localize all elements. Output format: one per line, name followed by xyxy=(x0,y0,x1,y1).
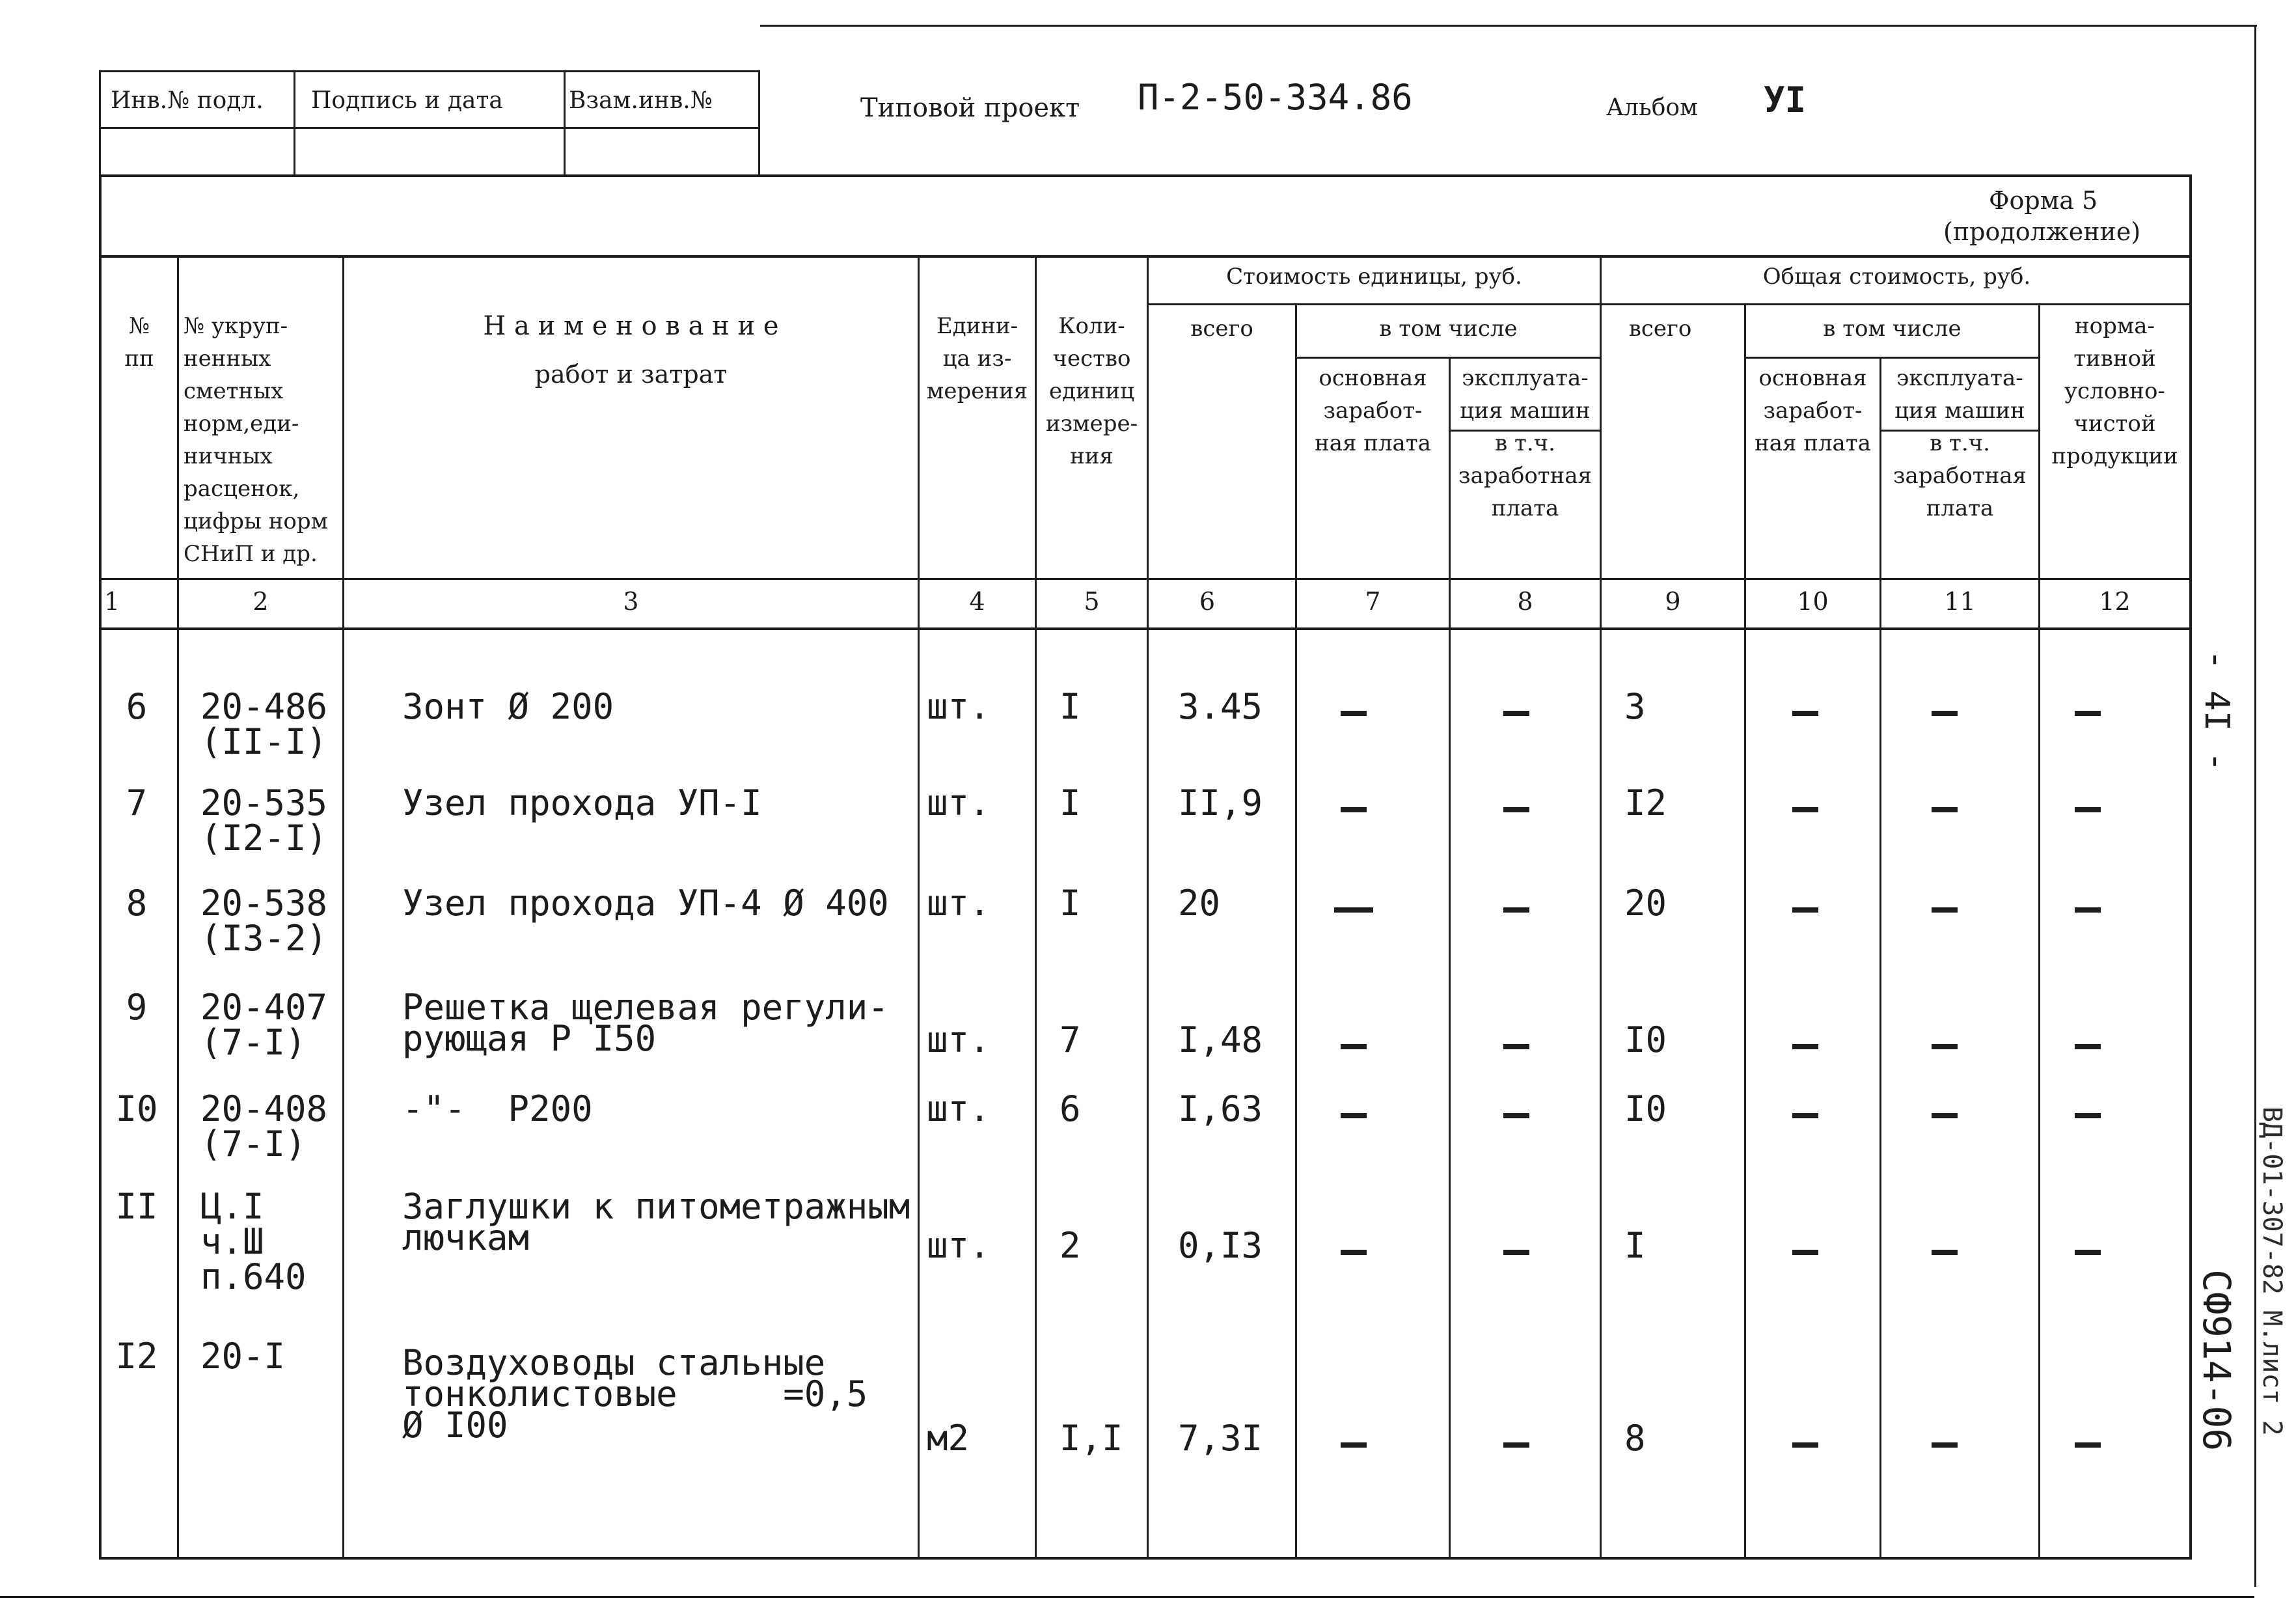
row-empty-dash xyxy=(1334,907,1373,913)
album-label: Альбом xyxy=(1606,94,1699,121)
row-number: 9 xyxy=(126,987,148,1028)
form-continuation: (продолжение) xyxy=(1943,217,2141,246)
row-norm-code: (7-I) xyxy=(200,1022,307,1063)
row-norm-code: Ц.I xyxy=(200,1186,264,1227)
column-number-9: 9 xyxy=(1665,587,1681,616)
stamp-cell-vzam-value xyxy=(564,127,760,176)
row-empty-dash xyxy=(1792,711,1818,716)
row-empty-dash xyxy=(2075,1250,2101,1255)
row-empty-dash xyxy=(1341,1044,1367,1049)
row-norm-code: 20-535 xyxy=(200,782,328,823)
row-unit-price: 20 xyxy=(1178,883,1221,924)
row-norm-code: п.640 xyxy=(200,1256,307,1297)
row-work-name: тонколистовые =0,5 xyxy=(402,1373,868,1414)
header-col7: основная заработ- ная плата xyxy=(1315,365,1431,456)
column-number-1: 1 xyxy=(104,587,120,616)
header-total-cost: Общая стоимость, руб. xyxy=(1762,264,2031,290)
header-col6: всего xyxy=(1190,316,1253,342)
unit-cost-underline xyxy=(1147,303,2192,305)
row-work-name: Узел прохода УП-4 Ø 400 xyxy=(402,883,889,924)
row-quantity: I xyxy=(1059,883,1081,924)
row-number: 8 xyxy=(126,883,148,924)
row-work-name: Решетка щелевая регули- xyxy=(402,987,889,1028)
row-work-name: лючкам xyxy=(402,1217,530,1258)
row-empty-dash xyxy=(2075,1113,2101,1118)
typical-project-label: Типовой проект xyxy=(860,93,1080,123)
row-unit: м2 xyxy=(927,1418,970,1459)
row-empty-dash xyxy=(1503,1250,1529,1255)
project-code: П-2-50-334.86 xyxy=(1138,77,1413,118)
row-total-cost: I0 xyxy=(1624,1019,1667,1060)
archive-code: СФ914-06 xyxy=(2194,1269,2239,1452)
col-line-11 xyxy=(2038,303,2040,1558)
row-empty-dash xyxy=(1341,711,1367,716)
row-norm-code: (7-I) xyxy=(200,1123,307,1164)
form-number: Форма 5 xyxy=(1989,186,2098,215)
column-numbers-top-line xyxy=(99,578,2192,580)
column-number-5: 5 xyxy=(1084,587,1100,616)
row-work-name: -"- Р200 xyxy=(402,1088,593,1129)
column-number-4: 4 xyxy=(969,587,985,616)
row-empty-dash xyxy=(1932,1113,1958,1118)
column-number-7: 7 xyxy=(1365,587,1381,616)
row-unit: шт. xyxy=(927,1225,991,1266)
row-norm-code: 20-486 xyxy=(200,686,328,727)
vtch-underline-1 xyxy=(1295,357,1600,359)
row-total-cost: 3 xyxy=(1624,686,1646,727)
row-unit: шт. xyxy=(927,1088,991,1129)
row-work-name: Зонт Ø 200 xyxy=(402,686,614,727)
row-unit: шт. xyxy=(927,782,991,823)
row-unit: шт. xyxy=(927,1019,991,1060)
row-norm-code: (I2-I) xyxy=(200,818,328,859)
row-empty-dash xyxy=(1503,1442,1529,1448)
row-norm-code: 20-I xyxy=(200,1336,286,1377)
header-col1: № пп xyxy=(124,313,154,372)
header-col11: эксплуата- ция машин в т.ч. заработная плата xyxy=(1893,365,2027,521)
row-work-name: Воздуховоды стальные xyxy=(402,1342,826,1383)
row-unit-price: I,63 xyxy=(1178,1088,1263,1129)
col-line-6 xyxy=(1295,303,1297,1558)
row-norm-code: 20-408 xyxy=(200,1088,328,1129)
stamp-label-sign: Подпись и дата xyxy=(311,87,503,114)
row-norm-code: 20-407 xyxy=(200,987,328,1028)
column-number-6: 6 xyxy=(1199,587,1216,616)
page-frame-bottom xyxy=(0,1596,2254,1598)
row-empty-dash xyxy=(1792,1113,1818,1118)
row-number: I0 xyxy=(115,1088,158,1129)
row-empty-dash xyxy=(1341,1442,1367,1448)
column-number-3: 3 xyxy=(623,587,639,616)
col-line-7 xyxy=(1449,357,1451,1558)
row-work-name: рующая Р I50 xyxy=(402,1018,657,1059)
column-number-10: 10 xyxy=(1797,587,1829,616)
header-col4: Едини- ца из- мерения xyxy=(926,313,1028,404)
row-number: 7 xyxy=(126,782,148,823)
row-quantity: I xyxy=(1059,686,1081,727)
row-unit-price: 7,3I xyxy=(1178,1418,1263,1459)
row-empty-dash xyxy=(1932,807,1958,812)
row-empty-dash xyxy=(1932,907,1958,913)
col-line-8 xyxy=(1600,255,1602,1558)
row-empty-dash xyxy=(1792,1044,1818,1049)
row-empty-dash xyxy=(1792,807,1818,812)
col-line-1 xyxy=(177,255,179,1558)
header-col2: № укруп- ненных сметных норм,еди- ничных расценок, цифры норм СНиП и др. xyxy=(184,313,329,567)
row-empty-dash xyxy=(1932,711,1958,716)
row-total-cost: I xyxy=(1624,1225,1646,1266)
row-empty-dash xyxy=(1341,1113,1367,1118)
row-quantity: I,I xyxy=(1059,1418,1123,1459)
header-col3-title: Н а и м е н о в а н и е xyxy=(483,311,779,341)
row-empty-dash xyxy=(1503,807,1529,812)
row-quantity: 6 xyxy=(1059,1088,1081,1129)
row-unit: шт. xyxy=(927,883,991,924)
album-number: УI xyxy=(1764,79,1807,120)
form-header-bottom-line xyxy=(99,255,2192,258)
row-total-cost: I0 xyxy=(1624,1088,1667,1129)
row-norm-code: ч.Ш xyxy=(200,1221,264,1262)
table-border-top xyxy=(99,174,2192,177)
header-col10-11-group: в том числе xyxy=(1823,316,1961,342)
page-frame-right xyxy=(2254,25,2256,1587)
header-col8: эксплуата- ция машин в т.ч. заработная плата xyxy=(1458,365,1592,521)
page-number: - 4I - xyxy=(2197,650,2236,772)
row-empty-dash xyxy=(2075,1044,2101,1049)
row-quantity: I xyxy=(1059,782,1081,823)
row-empty-dash xyxy=(1503,1113,1529,1118)
row-total-cost: 20 xyxy=(1624,883,1667,924)
col-line-10 xyxy=(1879,357,1881,1558)
row-unit-price: I,48 xyxy=(1178,1019,1263,1060)
row-total-cost: 8 xyxy=(1624,1418,1646,1459)
column-number-11: 11 xyxy=(1944,587,1976,616)
stamp-cell-inv-value xyxy=(99,127,295,176)
row-empty-dash xyxy=(1792,907,1818,913)
header-col3-subtitle: работ и затрат xyxy=(534,360,728,389)
stamp-cell-sign-value xyxy=(294,127,566,176)
header-col5: Коли- чество единиц измере- ния xyxy=(1045,313,1138,469)
row-empty-dash xyxy=(1792,1442,1818,1448)
header-col9: всего xyxy=(1628,316,1692,342)
row-number: II xyxy=(115,1186,158,1227)
column-number-8: 8 xyxy=(1517,587,1533,616)
header-unit-cost: Стоимость единицы, руб. xyxy=(1226,264,1522,290)
row-unit: шт. xyxy=(927,686,991,727)
col-line-5 xyxy=(1147,255,1149,1558)
col-line-9 xyxy=(1744,303,1746,1558)
row-norm-code: 20-538 xyxy=(200,883,328,924)
row-empty-dash xyxy=(1341,1250,1367,1255)
column-number-12: 12 xyxy=(2099,587,2131,616)
table-border-left xyxy=(99,174,102,1560)
row-empty-dash xyxy=(1932,1044,1958,1049)
row-empty-dash xyxy=(2075,907,2101,913)
vtch-underline-2 xyxy=(1744,357,2038,359)
row-work-name: Узел прохода УП-I xyxy=(402,782,762,823)
row-empty-dash xyxy=(1503,1044,1529,1049)
row-number: 6 xyxy=(126,686,148,727)
row-norm-code: (I3-2) xyxy=(200,918,328,959)
header-col12: норма- тивной условно- чистой продукции xyxy=(2051,313,2178,469)
table-border-bottom xyxy=(99,1557,2192,1560)
row-number: I2 xyxy=(115,1336,158,1377)
row-empty-dash xyxy=(1932,1250,1958,1255)
column-number-2: 2 xyxy=(253,587,269,616)
row-quantity: 7 xyxy=(1059,1019,1081,1060)
row-empty-dash xyxy=(1792,1250,1818,1255)
row-unit-price: II,9 xyxy=(1178,782,1263,823)
table-border-right xyxy=(2189,174,2192,1560)
row-empty-dash xyxy=(1503,907,1529,913)
col-line-3 xyxy=(918,255,920,1558)
row-work-name: Заглушки к питометражным xyxy=(402,1186,910,1227)
column-numbers-bottom-line xyxy=(99,627,2192,630)
row-empty-dash xyxy=(1503,711,1529,716)
row-norm-code: (II-I) xyxy=(200,721,328,762)
row-unit-price: 0,I3 xyxy=(1178,1225,1263,1266)
row-total-cost: I2 xyxy=(1624,782,1667,823)
row-empty-dash xyxy=(2075,1442,2101,1448)
stamp-label-inv: Инв.№ подл. xyxy=(111,87,264,114)
page-frame-top xyxy=(760,25,2257,27)
row-empty-dash xyxy=(1341,807,1367,812)
row-empty-dash xyxy=(2075,711,2101,716)
header-col7-8-group: в том числе xyxy=(1379,316,1518,342)
row-work-name: Ø I00 xyxy=(402,1405,508,1446)
stamp-label-vzam: Взам.инв.№ xyxy=(569,87,713,114)
header-col10: основная заработ- ная плата xyxy=(1755,365,1871,456)
row-empty-dash xyxy=(1932,1442,1958,1448)
row-empty-dash xyxy=(2075,807,2101,812)
row-unit-price: 3.45 xyxy=(1178,686,1263,727)
doc-code: ВД-01-307-82 М.лист 2 xyxy=(2257,1107,2287,1436)
row-quantity: 2 xyxy=(1059,1225,1081,1266)
